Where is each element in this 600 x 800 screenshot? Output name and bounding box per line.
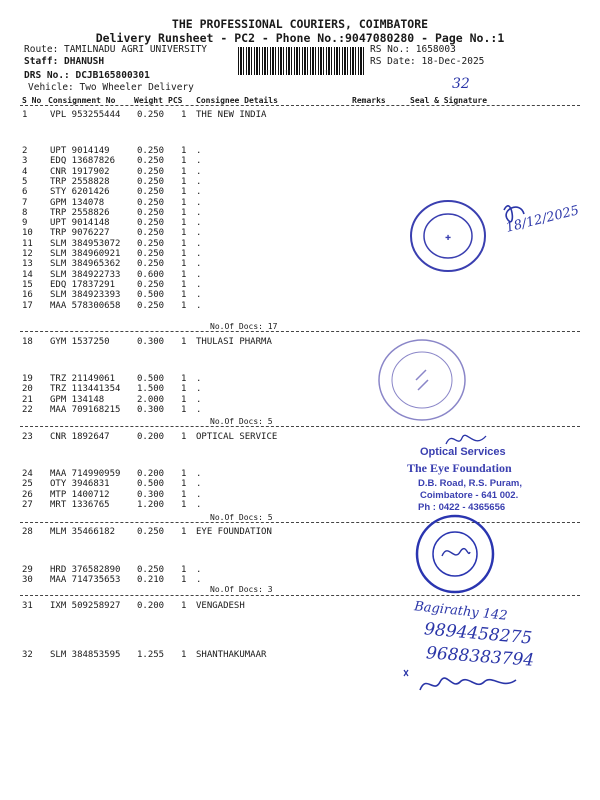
row-consignment: MAA 709168215: [50, 404, 121, 415]
optical-stamp-line-1: Optical Services: [420, 446, 506, 458]
handwritten-phone-1: 9894458275: [423, 619, 533, 649]
row-sno: 16: [22, 290, 33, 301]
barcode: [238, 47, 366, 75]
row-sno: 15: [22, 279, 33, 290]
row-pcs: 1: [181, 650, 187, 660]
row-consignee: .: [196, 384, 202, 395]
row-sno: 11: [22, 238, 33, 249]
docs-count: No.Of Docs: 5: [210, 417, 273, 426]
row-weight: 0.250: [137, 249, 165, 259]
row-weight: 0.300: [137, 489, 165, 500]
row-weight: 0.500: [137, 374, 165, 384]
row-weight: 1.200: [137, 499, 165, 510]
row-consignee: .: [196, 156, 202, 167]
docs-count: No.Of Docs: 17: [210, 322, 278, 331]
row-sno: 6: [22, 187, 28, 198]
row-weight: 0.250: [137, 238, 165, 249]
row-consignee: .: [196, 166, 202, 177]
row-consignment: MLM 35466182: [50, 527, 116, 537]
row-sno: 25: [22, 479, 33, 490]
rs-date-text: RS Date: 18-Dec-2025: [370, 56, 485, 67]
row-consignee: .: [196, 146, 202, 156]
row-weight: 0.250: [137, 207, 165, 218]
row-pcs: 1: [181, 269, 187, 280]
table-row: [0, 432, 600, 444]
row-consignee: .: [196, 489, 202, 500]
row-consignee: .: [196, 394, 202, 405]
row-weight: 0.250: [137, 300, 165, 311]
row-consignee: .: [196, 404, 202, 415]
row-consignment: GPM 134148: [50, 394, 105, 405]
row-sno: 27: [22, 499, 33, 510]
seal-stamp-2: [376, 338, 468, 422]
row-pcs: 1: [181, 499, 187, 510]
row-sno: 14: [22, 269, 33, 280]
row-weight: 0.200: [137, 432, 165, 442]
row-weight: 0.250: [137, 218, 165, 229]
row-pcs: 1: [181, 110, 187, 120]
row-consignee: .: [196, 259, 202, 270]
table-row: [0, 337, 600, 349]
row-weight: 0.210: [137, 575, 165, 586]
row-consignment: MRT 1336765: [50, 499, 110, 510]
row-sno: 1: [22, 110, 28, 120]
row-pcs: 1: [181, 404, 187, 415]
seal-stamp-3: [414, 512, 496, 596]
table-row: [0, 527, 600, 539]
row-sno: 21: [22, 394, 33, 405]
row-consignment: SLM 384953072: [50, 238, 121, 249]
row-consignee: THULASI PHARMA: [196, 337, 272, 347]
row-consignee: .: [196, 469, 202, 479]
row-sno: 32: [22, 650, 33, 660]
optical-stamp-line-5: Ph : 0422 - 4365656: [418, 502, 506, 513]
col-consignee: Consignee Details: [196, 96, 278, 105]
row-weight: 0.600: [137, 269, 165, 280]
table-row: [0, 575, 600, 587]
row-pcs: 1: [181, 228, 187, 239]
signature-3: [398, 660, 528, 700]
row-consignee: .: [196, 374, 202, 384]
row-pcs: 1: [181, 384, 187, 395]
row-pcs: 1: [181, 489, 187, 500]
row-pcs: 1: [181, 565, 187, 575]
row-pcs: 1: [181, 146, 187, 156]
row-consignment: MAA 578300658: [50, 300, 121, 311]
row-consignment: UPT 9014149: [50, 146, 110, 156]
date-handwritten: 18/12/2025: [504, 203, 581, 236]
row-weight: 0.250: [137, 259, 165, 270]
row-sno: 9: [22, 218, 28, 229]
row-consignee: EYE FOUNDATION: [196, 527, 272, 537]
row-consignment: CNR 1917902: [50, 166, 110, 177]
handwritten-phone-2: 9688383794: [425, 643, 535, 671]
row-weight: 0.500: [137, 290, 165, 301]
row-sno: 22: [22, 404, 33, 415]
row-pcs: 1: [181, 166, 187, 177]
row-weight: 0.250: [137, 110, 165, 120]
group-divider: [20, 426, 580, 427]
row-consignee: .: [196, 187, 202, 198]
row-sno: 12: [22, 249, 33, 259]
row-consignee: .: [196, 176, 202, 187]
row-pcs: 1: [181, 527, 187, 537]
row-consignment: EDQ 13687826: [50, 156, 116, 167]
row-consignment: TRP 2558826: [50, 207, 110, 218]
runsheet-subtitle: Delivery Runsheet - PC2 - Phone No.:9047080280 - Page No.:1: [95, 31, 505, 45]
row-sno: 28: [22, 527, 33, 537]
row-pcs: 1: [181, 337, 187, 347]
optical-stamp-line-4: Coimbatore - 641 002.: [420, 490, 519, 501]
group-divider: [20, 522, 580, 523]
row-sno: 17: [22, 300, 33, 311]
row-pcs: 1: [181, 479, 187, 490]
row-consignment: TRZ 21149061: [50, 374, 116, 384]
row-consignment: MAA 714735653: [50, 575, 121, 586]
company-title: THE PROFESSIONAL COURIERS, COIMBATORE: [171, 17, 429, 31]
row-pcs: 1: [181, 156, 187, 167]
row-consignee: .: [196, 249, 202, 259]
row-consignee: .: [196, 300, 202, 311]
group-divider: [20, 331, 580, 332]
row-weight: 0.250: [137, 565, 165, 575]
svg-text:✚: ✚: [445, 235, 451, 242]
row-pcs: 1: [181, 469, 187, 479]
row-consignment: IXM 509258927: [50, 601, 121, 611]
row-consignment: VPL 953255444: [50, 110, 121, 120]
row-pcs: 1: [181, 290, 187, 301]
row-pcs: 1: [181, 238, 187, 249]
handwritten-receiver-name: Bagirathy 142: [413, 599, 509, 624]
col-consignment: Consignment No: [48, 96, 116, 105]
col-pcs: PCS: [168, 96, 183, 105]
row-consignment: HRD 376582890: [50, 565, 121, 575]
row-weight: 0.250: [137, 187, 165, 198]
row-consignment: OTY 3946831: [50, 479, 110, 490]
row-pcs: 1: [181, 374, 187, 384]
row-sno: 5: [22, 176, 28, 187]
docs-count: No.Of Docs: 5: [210, 513, 273, 522]
handwritten-count: 32: [452, 76, 470, 92]
row-pcs: 1: [181, 279, 187, 290]
row-sno: 20: [22, 384, 33, 395]
row-pcs: 1: [181, 176, 187, 187]
optical-stamp-line-3: D.B. Road, R.S. Puram,: [418, 478, 522, 489]
row-weight: 1.255: [137, 650, 165, 660]
table-row: [0, 601, 600, 613]
row-pcs: 1: [181, 300, 187, 311]
row-consignee: SHANTHAKUMAAR: [196, 650, 267, 660]
row-weight: 0.300: [137, 404, 165, 415]
row-pcs: 1: [181, 432, 187, 442]
row-weight: 0.200: [137, 469, 165, 479]
route-text: Route: TAMILNADU AGRI UNIVERSITY: [24, 44, 208, 55]
row-pcs: 1: [181, 218, 187, 229]
row-consignee: .: [196, 269, 202, 280]
table-row: [0, 110, 600, 122]
row-pcs: 1: [181, 207, 187, 218]
row-consignment: SLM 384965362: [50, 259, 121, 270]
row-weight: 2.000: [137, 394, 165, 405]
row-weight: 0.250: [137, 176, 165, 187]
docs-count: No.Of Docs: 3: [210, 585, 273, 594]
row-sno: 8: [22, 207, 28, 218]
row-weight: 0.250: [137, 279, 165, 290]
row-consignee: .: [196, 479, 202, 490]
row-sno: 24: [22, 469, 33, 479]
row-pcs: 1: [181, 575, 187, 586]
row-weight: 0.250: [137, 228, 165, 239]
row-sno: 18: [22, 337, 33, 347]
group-divider: [20, 595, 580, 596]
row-sno: 26: [22, 489, 33, 500]
row-sno: 13: [22, 259, 33, 270]
row-consignment: GYM 1537250: [50, 337, 110, 347]
row-weight: 0.250: [137, 146, 165, 156]
col-remarks: Remarks: [352, 96, 386, 105]
table-row: [0, 405, 600, 417]
row-consignment: EDQ 17837291: [50, 279, 116, 290]
row-consignment: CNR 1892647: [50, 432, 110, 442]
row-weight: 0.250: [137, 166, 165, 177]
table-row: [0, 500, 600, 512]
row-consignee: .: [196, 279, 202, 290]
row-consignee: VENGADESH: [196, 601, 245, 611]
row-sno: 4: [22, 166, 28, 177]
seal-stamp-1: [408, 198, 488, 274]
drs-text: DRS No.: DCJB165800301: [24, 70, 150, 81]
row-consignee: .: [196, 207, 202, 218]
row-weight: 0.200: [137, 601, 165, 611]
row-consignee: .: [196, 197, 202, 208]
row-consignee: .: [196, 565, 202, 575]
row-pcs: 1: [181, 187, 187, 198]
row-sno: 30: [22, 575, 33, 586]
row-consignment: STY 6201426: [50, 187, 110, 198]
row-consignee: .: [196, 218, 202, 229]
row-consignment: UPT 9014148: [50, 218, 110, 229]
row-consignee: OPTICAL SERVICE: [196, 432, 278, 442]
row-consignee: .: [196, 290, 202, 301]
rs-no-text: RS No.: 1658003: [370, 44, 456, 55]
row-weight: 0.300: [137, 337, 165, 347]
optical-stamp-line-2: The Eye Foundation: [407, 461, 512, 475]
row-consignment: MTP 1400712: [50, 489, 110, 500]
row-pcs: 1: [181, 394, 187, 405]
header-divider: [20, 105, 580, 106]
row-consignment: SLM 384923393: [50, 290, 121, 301]
row-sno: 2: [22, 146, 28, 156]
row-consignee: .: [196, 228, 202, 239]
row-consignment: TRZ 113441354: [50, 384, 121, 395]
row-pcs: 1: [181, 259, 187, 270]
row-consignment: MAA 714990959: [50, 469, 121, 479]
row-consignment: TRP 2558828: [50, 176, 110, 187]
row-consignment: GPM 134078: [50, 197, 105, 208]
row-consignment: SLM 384922733: [50, 269, 121, 280]
col-weight: Weight: [134, 96, 163, 105]
row-pcs: 1: [181, 601, 187, 611]
row-consignment: TRP 9076227: [50, 228, 110, 239]
row-sno: 23: [22, 432, 33, 442]
row-consignee: .: [196, 499, 202, 510]
row-weight: 0.250: [137, 156, 165, 167]
row-sno: 19: [22, 374, 33, 384]
row-pcs: 1: [181, 249, 187, 259]
row-weight: 0.500: [137, 479, 165, 490]
col-sno: S No: [22, 96, 42, 105]
row-consignment: SLM 384853595: [50, 650, 121, 660]
vehicle-text: Vehicle: Two Wheeler Delivery: [28, 82, 194, 93]
staff-text: Staff: DHANUSH: [24, 56, 105, 67]
row-sno: 31: [22, 601, 33, 611]
row-consignee: .: [196, 238, 202, 249]
row-sno: 7: [22, 197, 28, 208]
row-pcs: 1: [181, 197, 187, 208]
row-weight: 0.250: [137, 527, 165, 537]
row-consignee: THE NEW INDIA: [196, 110, 267, 120]
table-row: [0, 301, 600, 313]
row-weight: 0.250: [137, 197, 165, 208]
row-sno: 29: [22, 565, 33, 575]
col-seal: Seal & Signature: [410, 96, 488, 105]
row-consignee: .: [196, 575, 202, 586]
row-consignment: SLM 384960921: [50, 249, 121, 259]
row-sno: 10: [22, 228, 33, 239]
row-weight: 1.500: [137, 384, 165, 395]
row-sno: 3: [22, 156, 28, 167]
